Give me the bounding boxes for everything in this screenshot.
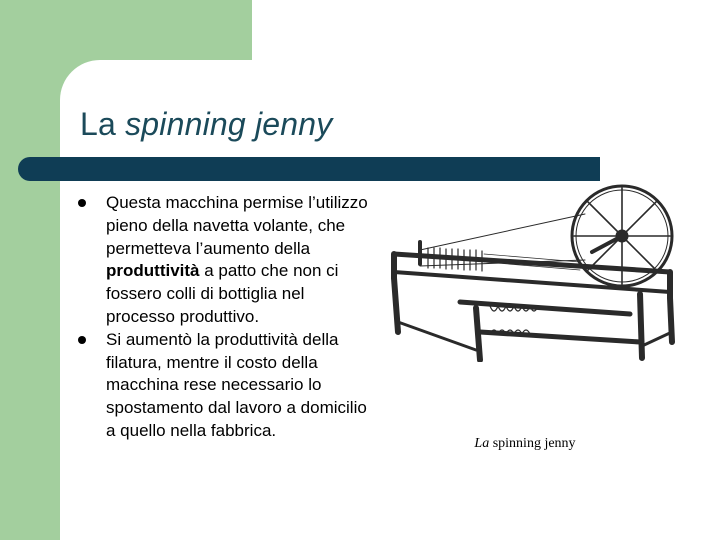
bullet-text-before: Si aumentò la produttività della filatura, mentre il costo della macchina rese necessario lo spostamento dal lavoro a domicilio a quello nella fabbrica.: [106, 329, 367, 440]
bullet-dot-icon: [78, 336, 86, 344]
background-green-strip: [0, 0, 60, 540]
bullet-text-before: Questa macchina permise l’utilizzo pieno della navetta volante, che permetteva l’aumento della: [106, 193, 368, 258]
bullet-item: [78, 329, 378, 443]
bullet-text-bold: produttività: [106, 261, 200, 281]
image-caption: [430, 436, 620, 452]
bullet-text-after: a patto che non ci fossero colli di bottiglia nel processo produttivo.: [106, 261, 339, 326]
title-lead: La: [80, 106, 126, 142]
spinning-jenny-image: [380, 182, 692, 362]
bullet-dot-icon: [78, 199, 86, 207]
slide-title: [80, 106, 333, 143]
caption-emphasis: La: [474, 436, 490, 451]
spinning-jenny-illustration: [380, 182, 692, 362]
title-rule-bar: [18, 157, 600, 181]
bullet-list: [78, 192, 378, 443]
title-emphasis: spinning jenny: [125, 106, 333, 142]
caption-rest: spinning jenny: [489, 436, 576, 451]
bullet-item: [78, 192, 378, 329]
